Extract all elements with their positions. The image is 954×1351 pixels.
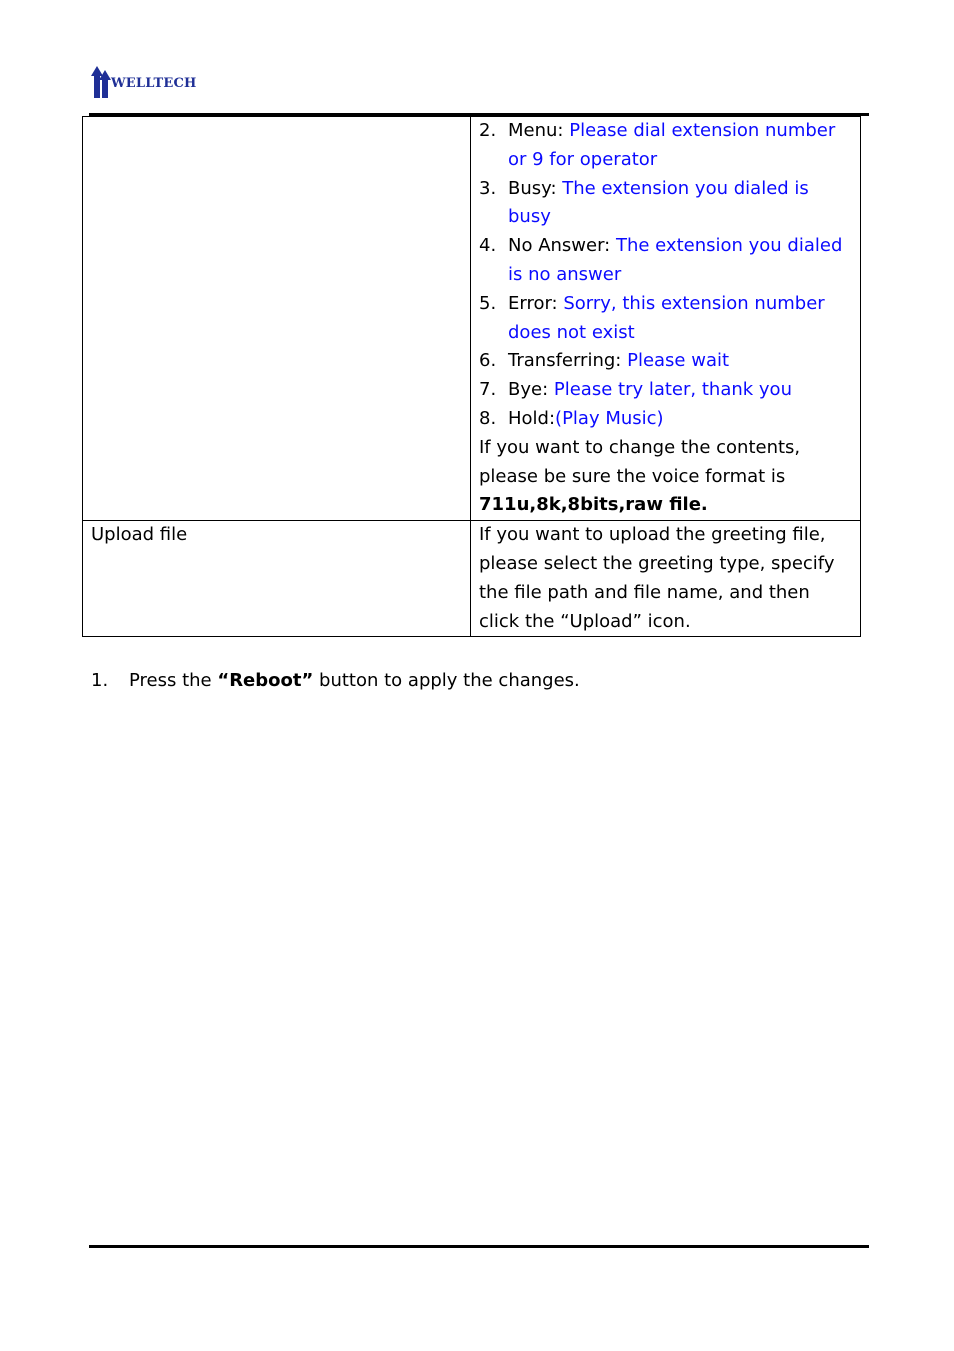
table-row	[83, 521, 861, 637]
greeting-item-number: 4.	[479, 235, 497, 257]
greeting-item	[479, 405, 854, 434]
change-note-text: If you want to change the contents, please be sure the voice format is	[479, 436, 801, 487]
greeting-item-message: Please try later, thank you	[553, 379, 792, 401]
greeting-description-cell	[471, 117, 861, 521]
greeting-item-label: Error:	[508, 292, 564, 314]
greeting-item-label: No Answer:	[508, 235, 616, 257]
greeting-item-message: Please wait	[627, 350, 730, 372]
welltech-logo	[89, 66, 229, 100]
greeting-item	[479, 175, 854, 233]
greeting-item-number: 7.	[479, 379, 497, 401]
greeting-item-number: 6.	[479, 350, 497, 372]
logo-wordmark: WELLTECH	[111, 76, 197, 91]
greeting-item-message: Sorry, this extension number does not exist	[508, 292, 825, 343]
change-note	[479, 434, 854, 520]
greeting-item-number: 8.	[479, 407, 497, 429]
greeting-item-label: Transferring:	[508, 350, 628, 372]
upload-file-description: If you want to upload the greeting file, please select the greeting type, specify the file path and file name, and then click the “Upload” icon.	[471, 521, 861, 637]
greeting-item	[479, 347, 854, 376]
greeting-item	[479, 117, 854, 175]
greeting-item-number: 3.	[479, 177, 497, 199]
empty-cell	[83, 117, 471, 521]
greeting-item-label: Menu:	[508, 120, 570, 141]
step-instruction	[91, 667, 580, 695]
greeting-item-number: 5.	[479, 292, 497, 314]
step-prefix: Press the	[129, 670, 218, 691]
greeting-item-label: Bye:	[508, 379, 554, 401]
greeting-item-number: 2.	[479, 120, 497, 141]
greeting-item-message: Please dial extension number or 9 for operator	[508, 120, 836, 170]
greeting-item-message: (Play Music)	[555, 407, 664, 429]
greeting-item-label: Hold:	[508, 407, 556, 429]
step-number: 1.	[91, 670, 109, 691]
reboot-button-name: “Reboot”	[217, 670, 314, 691]
greeting-item	[479, 232, 854, 290]
voice-format: 711u,8k,8bits,raw file.	[479, 494, 708, 516]
greeting-item-label: Busy:	[508, 177, 563, 199]
greeting-item	[479, 290, 854, 348]
greeting-item-message: The extension you dialed is busy	[508, 177, 809, 228]
greeting-item-message: The extension you dialed is no answer	[508, 235, 843, 285]
greeting-list	[479, 117, 854, 434]
greeting-item	[479, 376, 854, 405]
footer-rule	[89, 1245, 869, 1248]
upload-file-label: Upload file	[83, 521, 471, 637]
table-row	[83, 117, 861, 521]
step-suffix: button to apply the changes.	[313, 670, 580, 691]
settings-table	[82, 116, 861, 637]
